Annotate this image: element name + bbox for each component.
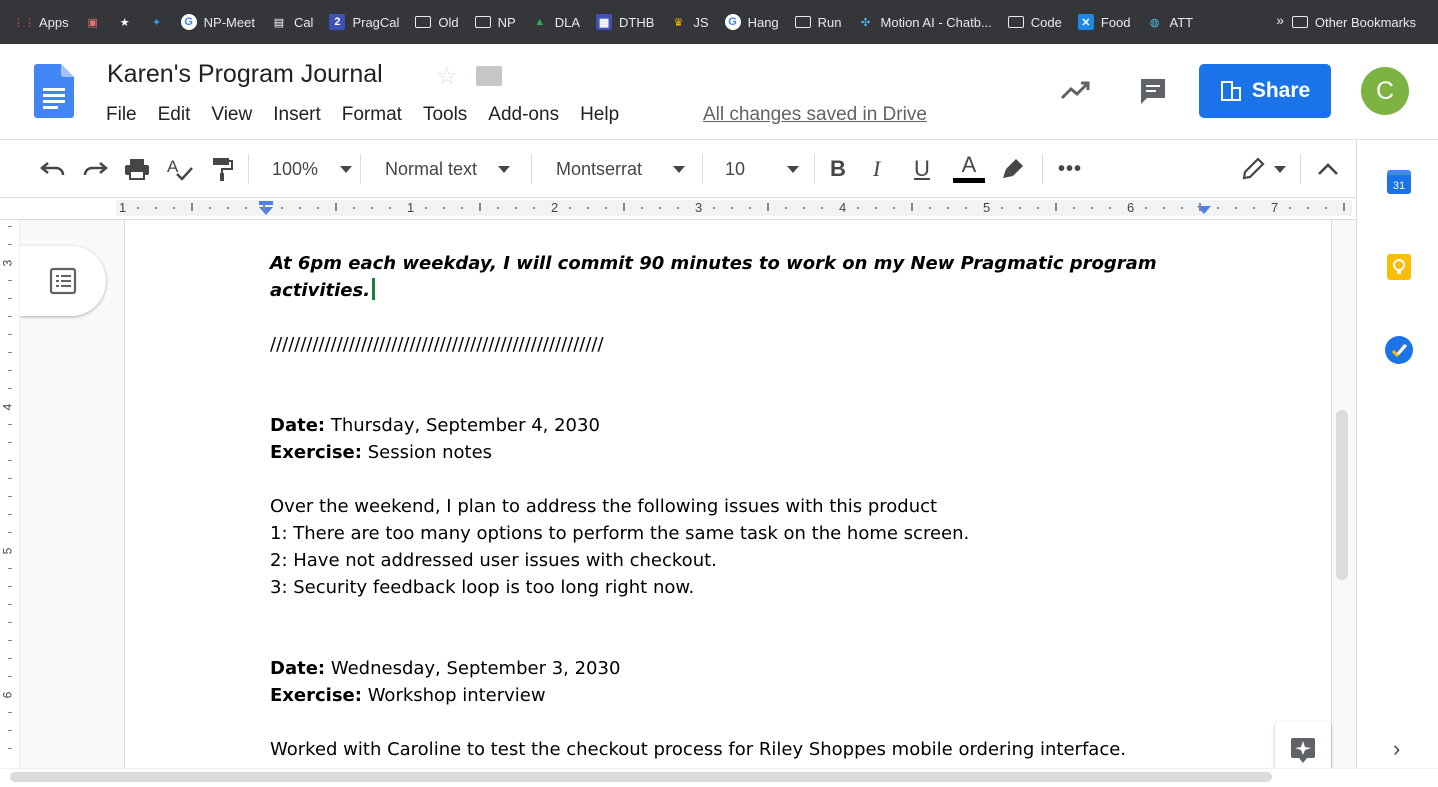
ruler-tick <box>1217 207 1219 209</box>
ruler-tick <box>569 207 571 209</box>
menu-item-view[interactable]: View <box>211 104 253 125</box>
explore-button[interactable] <box>1275 722 1331 768</box>
ruler-tick <box>857 207 859 209</box>
outline-list-icon <box>49 267 77 295</box>
vruler-tick <box>8 496 12 497</box>
font-family-value: Montserrat <box>556 158 643 179</box>
ruler-tick <box>371 207 373 209</box>
folder-icon <box>415 14 431 30</box>
vruler-number: 5 <box>0 547 15 555</box>
ruler-tick <box>1199 203 1201 211</box>
entry2-text: Worked with Caroline to test the checkout process for Riley Shoppes mobile ordering interface. <box>270 739 1127 760</box>
ruler-tick <box>245 207 247 209</box>
text-color-button[interactable] <box>953 154 985 184</box>
google-icon: G <box>181 14 197 30</box>
bookmark-item[interactable] <box>717 9 787 35</box>
font-family-select[interactable] <box>556 154 685 184</box>
bookmark-label: NP <box>497 14 516 30</box>
menu-item-edit[interactable]: Edit <box>157 104 191 125</box>
ruler-number: 4 <box>839 200 847 215</box>
ruler-tick <box>641 207 643 209</box>
highlight-button[interactable] <box>1000 154 1026 184</box>
vruler-tick <box>8 604 12 605</box>
docs-header <box>0 44 1438 140</box>
building-share-icon <box>1220 80 1242 102</box>
share-button[interactable] <box>1199 64 1331 118</box>
ruler-tick <box>317 207 319 209</box>
bookmark-item[interactable] <box>1000 9 1070 35</box>
ruler-tick <box>1325 207 1327 209</box>
bookmarks-overflow-button[interactable]: » <box>1276 12 1284 28</box>
ruler-tick <box>1307 207 1309 209</box>
ruler-tick <box>659 207 661 209</box>
save-status-link[interactable]: All changes saved in Drive <box>703 104 927 125</box>
menu-bar <box>106 104 640 126</box>
vruler-tick <box>8 568 12 569</box>
keep-lightbulb-icon[interactable] <box>1387 254 1411 280</box>
ruler-track <box>116 200 1352 216</box>
bookmark-item[interactable] <box>263 9 322 35</box>
font-size-value: 10 <box>725 158 746 179</box>
ruler-number: 7 <box>1271 200 1279 215</box>
chevron-down-icon <box>1274 166 1286 173</box>
ruler-tick <box>965 207 967 209</box>
ruler-number: 1 <box>119 200 127 215</box>
apps-grid-icon: ⋮⋮ <box>13 16 35 29</box>
ruler-tick <box>1019 207 1021 209</box>
bookmark-label: DLA <box>554 14 581 30</box>
calendar-icon: ▦ <box>596 14 612 30</box>
formatting-toolbar <box>0 140 1356 198</box>
vruler-tick <box>8 622 12 623</box>
document-outline-button[interactable] <box>20 246 106 316</box>
ruler-tick <box>497 207 499 209</box>
vruler-number: 4 <box>0 403 15 411</box>
gift-icon: ▣ <box>87 16 98 29</box>
ruler-tick <box>731 207 733 209</box>
ruler-tick <box>1091 207 1093 209</box>
vruler-tick <box>8 532 12 533</box>
vruler-tick <box>8 280 12 281</box>
page-icon: ▤ <box>273 16 285 29</box>
bookmark-item[interactable] <box>109 9 141 35</box>
bookmark-label: Food <box>1100 14 1131 30</box>
undo-button[interactable] <box>40 154 66 184</box>
entry1-exercise: Exercise: Session notes <box>270 442 493 463</box>
vruler-tick <box>8 244 12 245</box>
more-options-button[interactable] <box>1058 154 1082 184</box>
twitter-icon: ✦ <box>152 16 162 29</box>
entry1-item: 1: There are too many options to perform the same task on the home screen. <box>270 523 970 544</box>
ruler-tick <box>515 207 517 209</box>
undo-icon <box>40 159 66 179</box>
print-icon <box>124 157 150 181</box>
chevron-down-icon <box>340 166 352 173</box>
ruler-tick <box>1073 207 1075 209</box>
bookmark-label: ATT <box>1169 14 1194 30</box>
ruler-tick <box>1163 207 1165 209</box>
crown-icon: ♛ <box>673 16 684 29</box>
explore-sparkle-icon <box>1289 736 1317 764</box>
chevron-down-icon <box>673 166 685 173</box>
ruler-tick <box>533 207 535 209</box>
document-canvas[interactable] <box>20 220 1356 768</box>
bookmark-item[interactable] <box>173 9 263 35</box>
ruler-tick <box>1343 203 1345 211</box>
bookmark-item[interactable] <box>407 9 466 35</box>
ruler-tick <box>1109 207 1111 209</box>
paragraph-style-select[interactable] <box>385 154 510 184</box>
drive-icon: ▲ <box>534 16 546 28</box>
ruler-tick <box>389 207 391 209</box>
bold-icon: B <box>830 156 846 181</box>
svg-text:A: A <box>167 157 179 176</box>
text-color-icon: A <box>961 152 977 177</box>
chevron-up-icon <box>1316 161 1340 177</box>
side-panel <box>1356 140 1438 768</box>
chevron-down-icon <box>498 166 510 173</box>
ruler-tick <box>461 207 463 209</box>
text-color-swatch <box>953 178 985 183</box>
redo-icon <box>82 159 108 179</box>
menu-item-file[interactable]: File <box>106 104 137 125</box>
paragraph-style-value: Normal text <box>385 158 478 179</box>
vertical-ruler[interactable] <box>0 220 20 768</box>
ruler-tick <box>623 203 625 211</box>
italic-button[interactable] <box>873 154 880 184</box>
underline-button[interactable] <box>914 154 930 184</box>
folder-icon <box>1008 14 1024 30</box>
vruler-tick <box>8 676 12 677</box>
bookmark-item[interactable] <box>850 9 1000 35</box>
star-icon: ★ <box>119 16 130 29</box>
folder-icon <box>475 14 491 30</box>
entry2-exercise: Exercise: Workshop interview <box>270 685 546 706</box>
ruler-tick <box>929 207 931 209</box>
ruler-tick <box>893 207 895 209</box>
paint-format-button[interactable] <box>210 154 234 184</box>
ruler-tick <box>767 203 769 211</box>
redo-button[interactable] <box>82 154 108 184</box>
underline-icon: U <box>914 156 930 181</box>
bookmark-label: PragCal <box>352 14 400 30</box>
ruler-tick <box>947 207 949 209</box>
vruler-tick <box>8 712 12 713</box>
bold-button[interactable] <box>830 154 846 184</box>
vruler-tick <box>8 748 12 749</box>
ruler-tick <box>875 207 877 209</box>
chevron-right-icon[interactable]: › <box>1393 736 1401 761</box>
ruler-tick <box>299 207 301 209</box>
zoom-value: 100% <box>272 158 319 179</box>
bookmark-label: Motion AI - Chatb... <box>880 14 992 30</box>
vruler-tick <box>8 352 12 353</box>
bookmark-item[interactable] <box>524 9 588 35</box>
vruler-tick <box>8 514 12 515</box>
ruler-number: 5 <box>983 200 991 215</box>
ruler-tick <box>1289 207 1291 209</box>
divider-line: /////////////////////////////////////////////////////// <box>270 334 604 355</box>
left-indent-marker-icon[interactable] <box>257 201 275 217</box>
entry1-intro: Over the weekend, I plan to address the following issues with this product <box>270 496 938 517</box>
share-label: Share <box>1251 79 1311 102</box>
italic-icon: I <box>873 156 881 181</box>
ruler-tick <box>1037 207 1039 209</box>
menu-item-format[interactable]: Format <box>341 104 402 125</box>
network-icon: ✣ <box>860 16 871 29</box>
ruler-tick <box>335 203 337 211</box>
document-body[interactable] <box>270 250 1250 763</box>
vruler-tick <box>8 640 12 641</box>
vruler-tick <box>8 730 12 731</box>
zoom-select[interactable] <box>272 154 352 184</box>
chevron-down-icon <box>787 166 799 173</box>
ruler-tick <box>1055 203 1057 211</box>
ruler-tick <box>425 207 427 209</box>
spellcheck-button[interactable] <box>166 154 194 184</box>
ruler-tick <box>749 207 751 209</box>
vertical-scrollbar[interactable] <box>1336 410 1348 580</box>
other-bookmarks-button[interactable] <box>1284 9 1424 35</box>
entry1-item: 3: Security feedback loop is too long right now. <box>270 577 695 598</box>
bookmark-label: Apps <box>39 14 69 30</box>
ruler-number: 6 <box>1127 200 1135 215</box>
bookmark-label: Run <box>817 14 842 30</box>
ruler-tick <box>1001 207 1003 209</box>
food-icon: ✕ <box>1078 14 1094 30</box>
google-docs-logo-icon[interactable] <box>34 64 74 118</box>
folder-icon <box>1292 14 1308 30</box>
move-folder-icon[interactable] <box>476 66 502 86</box>
print-button[interactable] <box>124 154 150 184</box>
bookmark-item[interactable] <box>662 9 716 35</box>
spellcheck-icon <box>166 156 194 182</box>
bookmark-label: Code <box>1030 14 1062 30</box>
paint-format-icon <box>210 156 234 182</box>
vruler-tick <box>8 334 12 335</box>
menu-item-add-ons[interactable]: Add-ons <box>488 104 560 125</box>
bookmark-label: NP-Meet <box>203 14 255 30</box>
ruler-tick <box>821 207 823 209</box>
bookmark-item[interactable] <box>321 9 407 35</box>
vruler-tick <box>8 424 12 425</box>
menu-item-help[interactable]: Help <box>580 104 620 125</box>
ruler-tick <box>479 203 481 211</box>
ruler-tick <box>191 203 193 211</box>
bookmark-item[interactable] <box>77 9 109 35</box>
bookmark-label: Old <box>438 14 459 30</box>
calendar-2-icon: 2 <box>329 14 345 30</box>
bookmark-item[interactable] <box>141 9 173 35</box>
menu-item-tools[interactable]: Tools <box>422 104 468 125</box>
ruler-tick <box>353 207 355 209</box>
entry1-date: Date: Thursday, September 4, 2030 <box>270 415 600 436</box>
account-avatar[interactable]: C <box>1361 67 1409 115</box>
menu-item-insert[interactable]: Insert <box>273 104 321 125</box>
vruler-tick <box>8 478 12 479</box>
star-icon[interactable]: ☆ <box>436 63 458 90</box>
text-cursor <box>372 278 375 300</box>
vruler-number: 3 <box>0 259 15 267</box>
ruler-tick <box>677 207 679 209</box>
bookmark-item[interactable] <box>1139 9 1202 35</box>
entry2-date: Date: Wednesday, September 3, 2030 <box>270 658 621 679</box>
more-horizontal-icon: ••• <box>1058 157 1083 180</box>
bookmarks-bar <box>0 0 1438 44</box>
ruler-tick <box>587 207 589 209</box>
bookmark-item[interactable] <box>1070 9 1139 35</box>
bookmark-item[interactable] <box>8 9 77 35</box>
ruler-number: 2 <box>551 200 559 215</box>
ruler-tick <box>443 207 445 209</box>
vruler-tick <box>8 586 12 587</box>
ruler-tick <box>605 207 607 209</box>
editing-mode-button[interactable] <box>1240 154 1286 184</box>
right-indent-marker-icon[interactable] <box>1195 206 1213 218</box>
other-bookmarks-label: Other Bookmarks <box>1314 14 1416 30</box>
entry1-item: 2: Have not addressed user issues with checkout. <box>270 550 717 571</box>
bookmark-label: JS <box>693 14 709 30</box>
vruler-tick <box>8 316 12 317</box>
tasks-icon[interactable] <box>1385 336 1413 364</box>
ruler-tick <box>803 207 805 209</box>
bookmark-label: Hang <box>747 14 779 30</box>
hide-menus-button[interactable] <box>1316 154 1340 184</box>
vruler-tick <box>8 658 12 659</box>
ruler-tick <box>263 203 265 211</box>
ruler-tick <box>173 207 175 209</box>
google-icon: G <box>725 14 741 30</box>
ruler-tick <box>155 207 157 209</box>
horizontal-ruler[interactable] <box>0 198 1356 220</box>
bookmark-item[interactable] <box>787 9 850 35</box>
ruler-tick <box>713 207 715 209</box>
ruler-tick <box>1145 207 1147 209</box>
ruler-number: 1 <box>407 200 415 215</box>
ruler-tick <box>785 207 787 209</box>
folder-icon <box>795 14 811 30</box>
bookmark-item[interactable] <box>467 9 524 35</box>
activity-trend-icon[interactable] <box>1060 78 1092 102</box>
ruler-tick <box>1253 207 1255 209</box>
ruler-number: 3 <box>695 200 703 215</box>
calendar-icon[interactable]: 31 <box>1387 170 1411 194</box>
document-title[interactable]: Karen's Program Journal <box>107 60 383 88</box>
bookmark-item[interactable] <box>588 9 662 35</box>
vruler-tick <box>8 226 12 227</box>
vruler-number: 6 <box>0 691 15 699</box>
pencil-icon <box>1240 156 1266 182</box>
bookmark-label: Cal <box>293 14 314 30</box>
vruler-tick <box>8 370 12 371</box>
document-page[interactable] <box>124 220 1332 768</box>
vruler-tick <box>8 388 12 389</box>
ruler-tick <box>1235 207 1237 209</box>
ruler-tick <box>209 207 211 209</box>
vruler-tick <box>8 298 12 299</box>
horizontal-scrollbar[interactable] <box>10 772 1272 782</box>
ruler-tick <box>137 207 139 209</box>
comment-icon[interactable] <box>1138 76 1168 106</box>
vruler-tick <box>8 460 12 461</box>
globe-icon: ◍ <box>1149 16 1160 29</box>
bookmark-label: DTHB <box>619 14 655 30</box>
highlighter-icon <box>1000 156 1026 182</box>
vruler-tick <box>8 442 12 443</box>
ruler-tick <box>911 203 913 211</box>
ruler-tick <box>281 207 283 209</box>
font-size-select[interactable] <box>725 154 799 184</box>
commitment-statement: At 6pm each weekday, I will commit 90 minutes to work on my New Pragmatic program activities. <box>270 253 1157 301</box>
ruler-tick <box>1181 207 1183 209</box>
ruler-tick <box>227 207 229 209</box>
